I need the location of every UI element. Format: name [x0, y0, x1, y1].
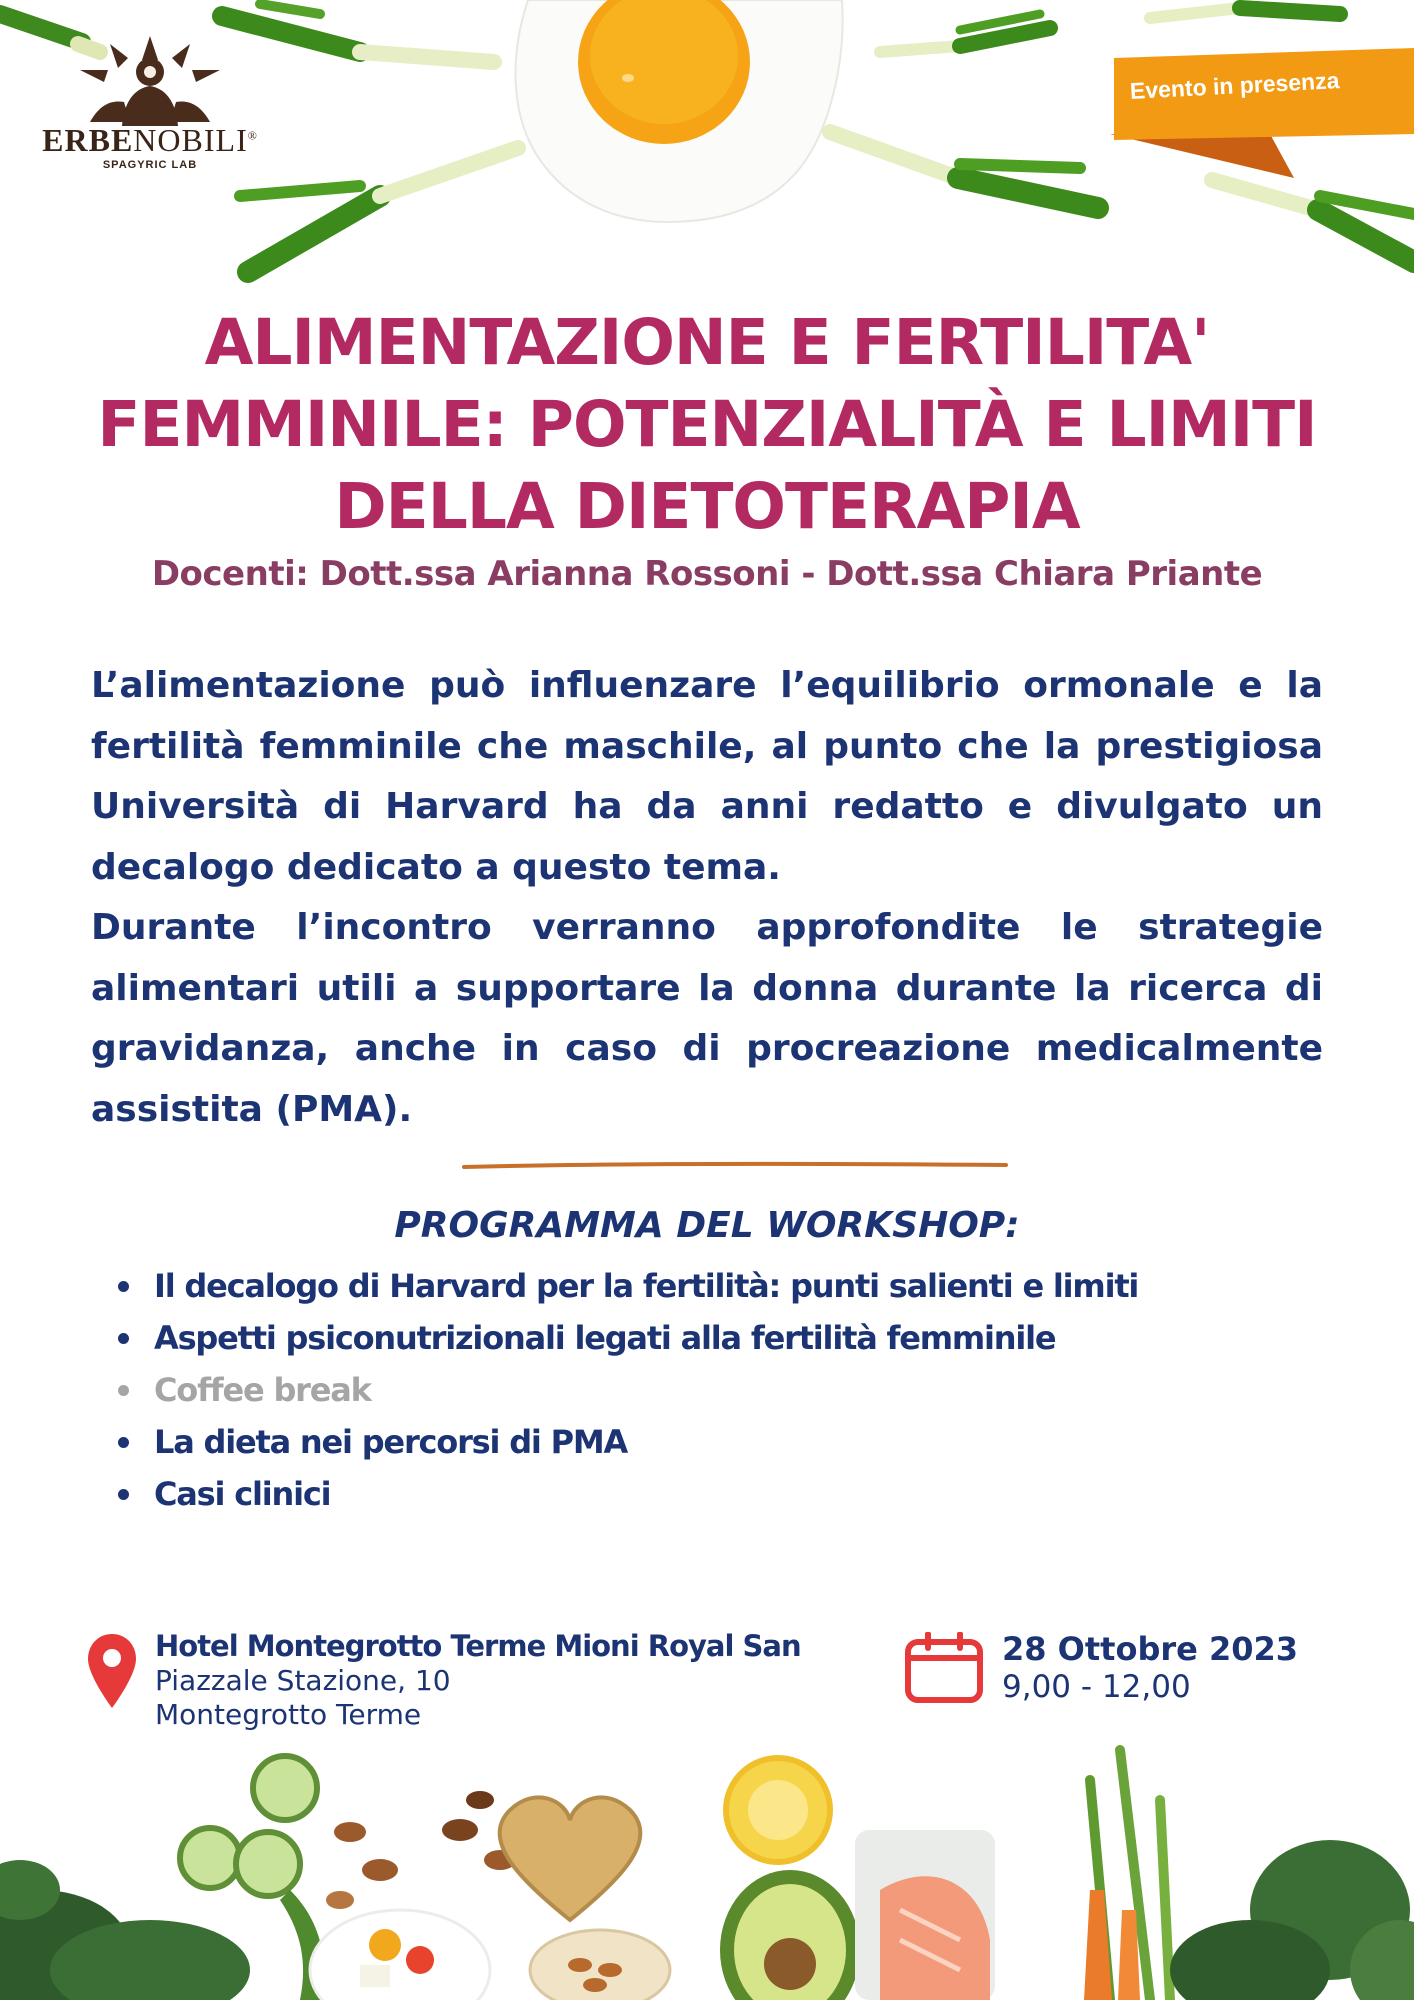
- program-heading: PROGRAMMA DEL WORKSHOP:: [394, 1205, 1020, 1246]
- bullet-icon: [118, 1489, 129, 1500]
- kale-image: [1170, 1840, 1414, 2000]
- event-date-info: [1002, 1630, 1298, 1706]
- venue-info: [155, 1628, 801, 1732]
- teachers-line: Docenti: Dott.ssa Arianna Rossoni - Dott.ssa Chiara Priante: [151, 554, 1263, 594]
- badge-ribbon-tail: [1110, 134, 1294, 178]
- salmon-image: [855, 1830, 995, 2000]
- calendar-icon: [904, 1632, 984, 1704]
- brand-name: [30, 122, 270, 159]
- registered-mark: ®: [247, 128, 258, 143]
- footer-food-decoration: [0, 1740, 1414, 2000]
- event-date: 28 Ottobre 2023: [1002, 1630, 1299, 1668]
- program-item: [114, 1468, 1314, 1520]
- page-title: [40, 302, 1374, 548]
- event-badge-label: Evento in presenza: [1129, 67, 1340, 104]
- brand-name-light: NOBILI: [133, 122, 248, 158]
- location-pin-icon: [86, 1632, 138, 1710]
- avocado-image: [720, 1870, 860, 2000]
- program-item-label: Aspetti psiconutrizionali legati alla fertilità femminile: [154, 1319, 1056, 1357]
- description-paragraph-1: L’alimentazione può influenzare l’equilibrio ormonale e la fertilità femminile che maschile, al punto che la prestigiosa Università di Harvard ha da anni redatto e divulgato un decalogo dedicato a questo tema.: [91, 665, 1323, 888]
- nuts-image: [326, 1791, 516, 1909]
- program-item: [114, 1364, 1314, 1416]
- description: [91, 656, 1323, 1140]
- section-divider: [460, 1160, 1010, 1172]
- bullet-icon: [118, 1333, 129, 1344]
- venue-name: Hotel Montegrotto Terme Mioni Royal San: [155, 1629, 801, 1663]
- grains-bowl-image: [500, 1797, 670, 2000]
- program-item-label: Casi clinici: [154, 1475, 331, 1513]
- program-item: [114, 1312, 1314, 1364]
- program-item-label: Coffee break: [154, 1371, 371, 1409]
- brand-name-bold: ERBE: [42, 122, 134, 158]
- program-item-label: La dieta nei percorsi di PMA: [154, 1423, 628, 1461]
- bullet-icon: [118, 1437, 129, 1448]
- salad-bowl-image: [310, 1910, 490, 2000]
- event-time: 9,00 - 12,00: [1002, 1669, 1191, 1705]
- venue-address: Piazzale Stazione, 10: [155, 1664, 451, 1697]
- venue-city: Montegrotto Terme: [155, 1698, 422, 1731]
- lemon-image: [726, 1758, 830, 1862]
- program-item: [114, 1416, 1314, 1468]
- brand-logo: [30, 30, 270, 190]
- description-paragraph-2: Durante l’incontro verranno approfondite le strategie alimentari utili a supportare la donna durante la ricerca di gravidanza, anche in caso di procreazione medicalmente assistita (PMA).: [91, 907, 1323, 1130]
- program-list: [114, 1260, 1314, 1520]
- logo-emblem-icon: [50, 30, 250, 126]
- bullet-icon: [118, 1281, 129, 1292]
- program-item: [114, 1260, 1314, 1312]
- brand-subtitle: SPAGYRIC LAB: [102, 159, 198, 171]
- title-line-3: DELLA DIETOTERAPIA: [334, 470, 1080, 543]
- program-item-label: Il decalogo di Harvard per la fertilità: punti salienti e limiti: [154, 1267, 1139, 1305]
- bullet-icon: [118, 1385, 129, 1396]
- title-line-2: FEMMINILE: POTENZIALITÀ E LIMITI: [97, 388, 1317, 461]
- fried-egg-image: [516, 0, 843, 222]
- title-line-1: ALIMENTAZIONE E FERTILITA': [204, 306, 1210, 379]
